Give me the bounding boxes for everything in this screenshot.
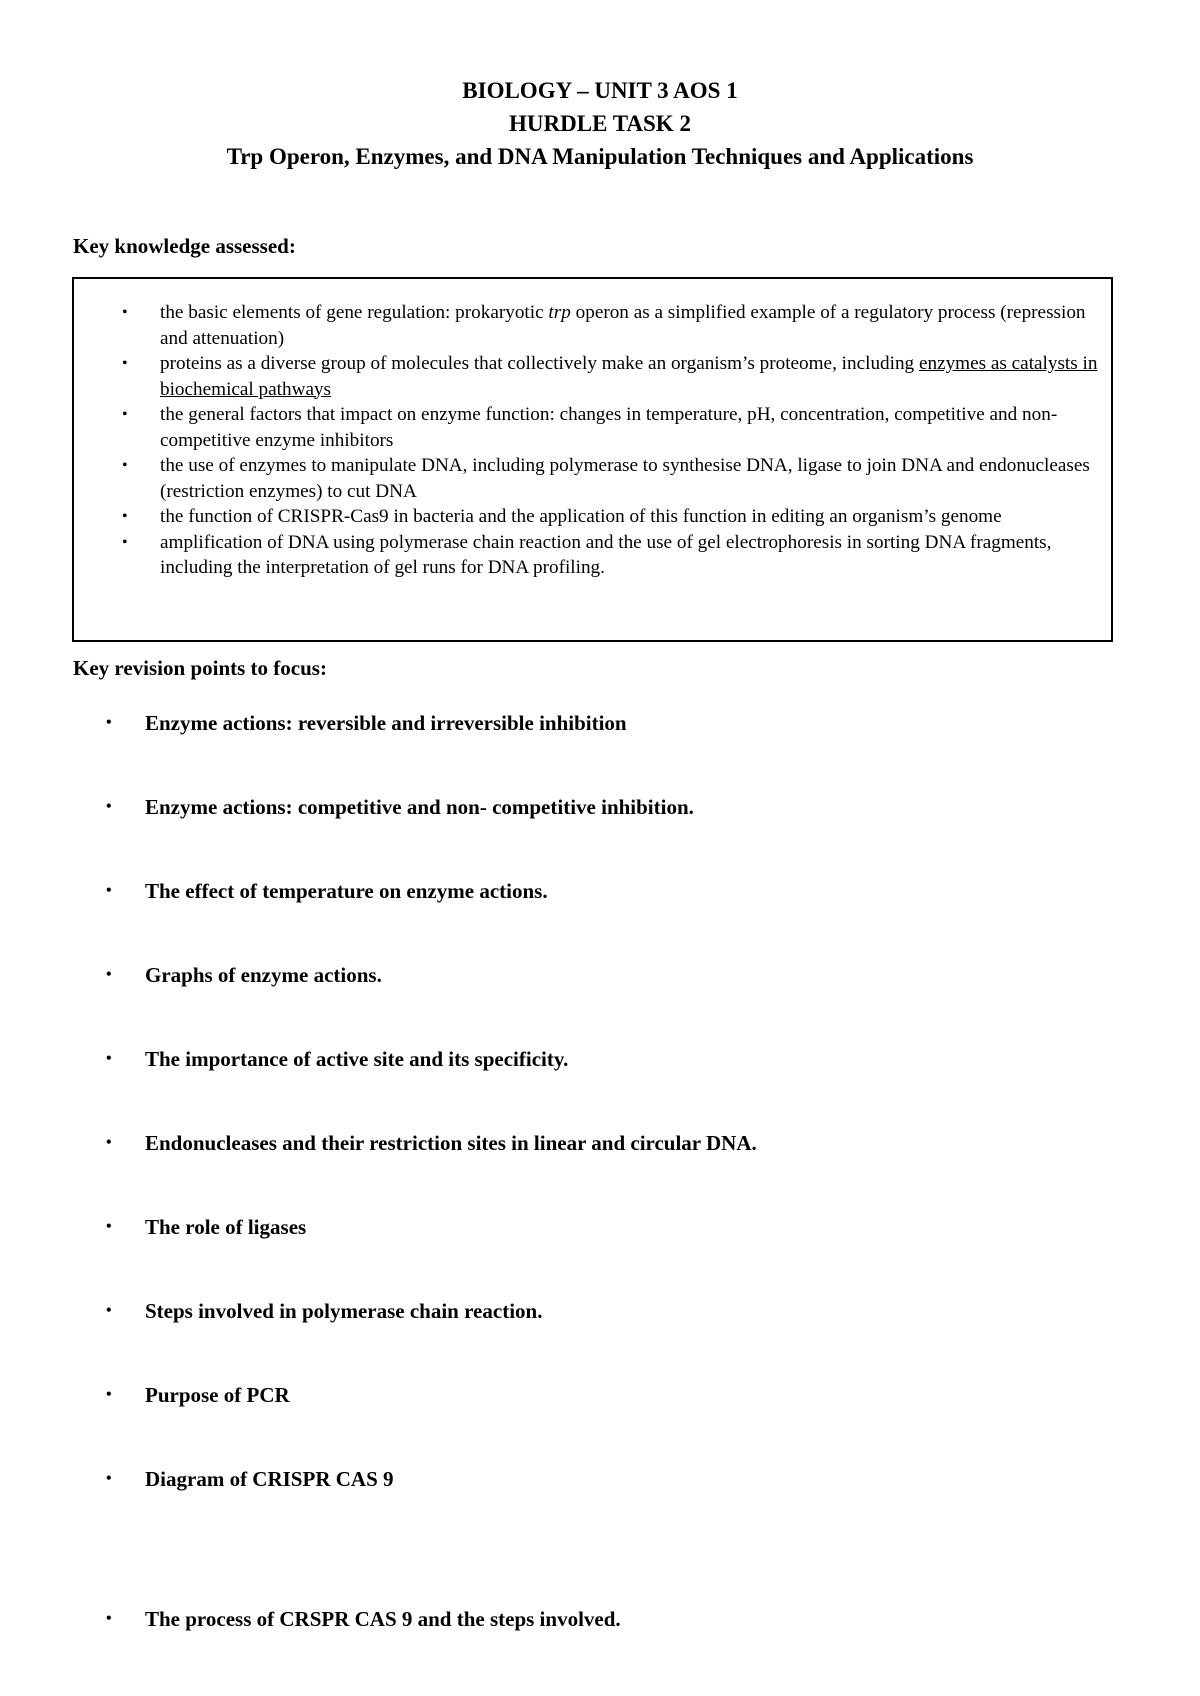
bullet-icon: • (106, 1134, 112, 1151)
bullet-icon: • (106, 1610, 112, 1627)
knowledge-item-text: operon as a simplified example of a regulatory process (repression and attenuation) (160, 302, 1086, 349)
bullet-icon: • (122, 304, 128, 321)
revision-item-text: The effect of temperature on enzyme actions. (145, 879, 548, 903)
knowledge-item (122, 504, 1101, 530)
knowledge-item (122, 351, 1101, 402)
revision-item-text: Diagram of CRISPR CAS 9 (145, 1467, 394, 1491)
revision-item-text: Enzyme actions: competitive and non- competitive inhibition. (145, 795, 694, 819)
revision-item-text: Graphs of enzyme actions. (145, 963, 382, 987)
knowledge-item-text: proteins as a diverse group of molecules that collectively make an organism’s proteome, including (160, 353, 919, 374)
bullet-icon: • (122, 533, 128, 551)
title-line-topic: Trp Operon, Enzymes, and DNA Manipulation Techniques and Applications (226, 144, 974, 169)
title-line-subject: BIOLOGY – UNIT 3 AOS 1 (462, 78, 738, 103)
knowledge-item (122, 402, 1101, 453)
bullet-icon: • (122, 355, 128, 372)
bullet-icon: • (106, 1470, 112, 1487)
bullet-icon: • (106, 966, 112, 983)
revision-heading: Key revision points to focus: (73, 656, 327, 680)
revision-item-text: Enzyme actions: reversible and irreversible inhibition (145, 711, 627, 735)
revision-item-text: The importance of active site and its specificity. (145, 1047, 569, 1071)
knowledge-item-text: the use of enzymes to manipulate DNA, including polymerase to synthesise DNA, ligase to join DNA and endonucleases (restriction enzymes) to cut DNA (160, 455, 1090, 502)
bullet-icon: • (106, 714, 112, 731)
revision-item-text: Purpose of PCR (145, 1383, 290, 1407)
key-knowledge-list (122, 300, 1101, 581)
knowledge-item (122, 453, 1101, 504)
bullet-icon: • (106, 1050, 112, 1067)
key-knowledge-box (72, 277, 1113, 642)
bullet-icon: • (106, 798, 112, 815)
document-title (0, 74, 1200, 173)
knowledge-item-italic: trp (548, 302, 571, 323)
bullet-icon: • (106, 1302, 112, 1319)
knowledge-item-text: the general factors that impact on enzyme function: changes in temperature, pH, concentration, competitive and non-competitive enzyme inhibitors (160, 404, 1058, 451)
knowledge-item-text: the function of CRISPR-Cas9 in bacteria and the application of this function in editing an organism’s genome (160, 506, 1002, 527)
bullet-icon: • (106, 1218, 112, 1235)
bullet-icon: • (122, 406, 128, 423)
knowledge-item-text: amplification of DNA using polymerase chain reaction and the use of gel electrophoresis in sorting DNA fragments, including the interpretation of gel runs for DNA profiling. (160, 531, 1052, 578)
revision-item-text: The role of ligases (145, 1215, 307, 1239)
knowledge-item (122, 530, 1101, 581)
knowledge-item-underlined: enzymes as catalysts in biochemical pathways (160, 353, 1098, 400)
knowledge-item-text: the basic elements of gene regulation: prokaryotic (160, 302, 549, 323)
revision-item-text: Endonucleases and their restriction sites in linear and circular DNA. (145, 1131, 757, 1155)
key-knowledge-heading: Key knowledge assessed: (73, 234, 296, 258)
revision-item-text: The process of CRSPR CAS 9 and the steps involved. (145, 1607, 621, 1631)
bullet-icon: • (106, 882, 112, 899)
bullet-icon: • (106, 1386, 112, 1403)
title-line-task: HURDLE TASK 2 (509, 111, 691, 136)
revision-item-text: Steps involved in polymerase chain reaction. (145, 1299, 543, 1323)
bullet-icon: • (122, 457, 128, 474)
bullet-icon: • (122, 508, 128, 525)
knowledge-item (122, 300, 1101, 351)
